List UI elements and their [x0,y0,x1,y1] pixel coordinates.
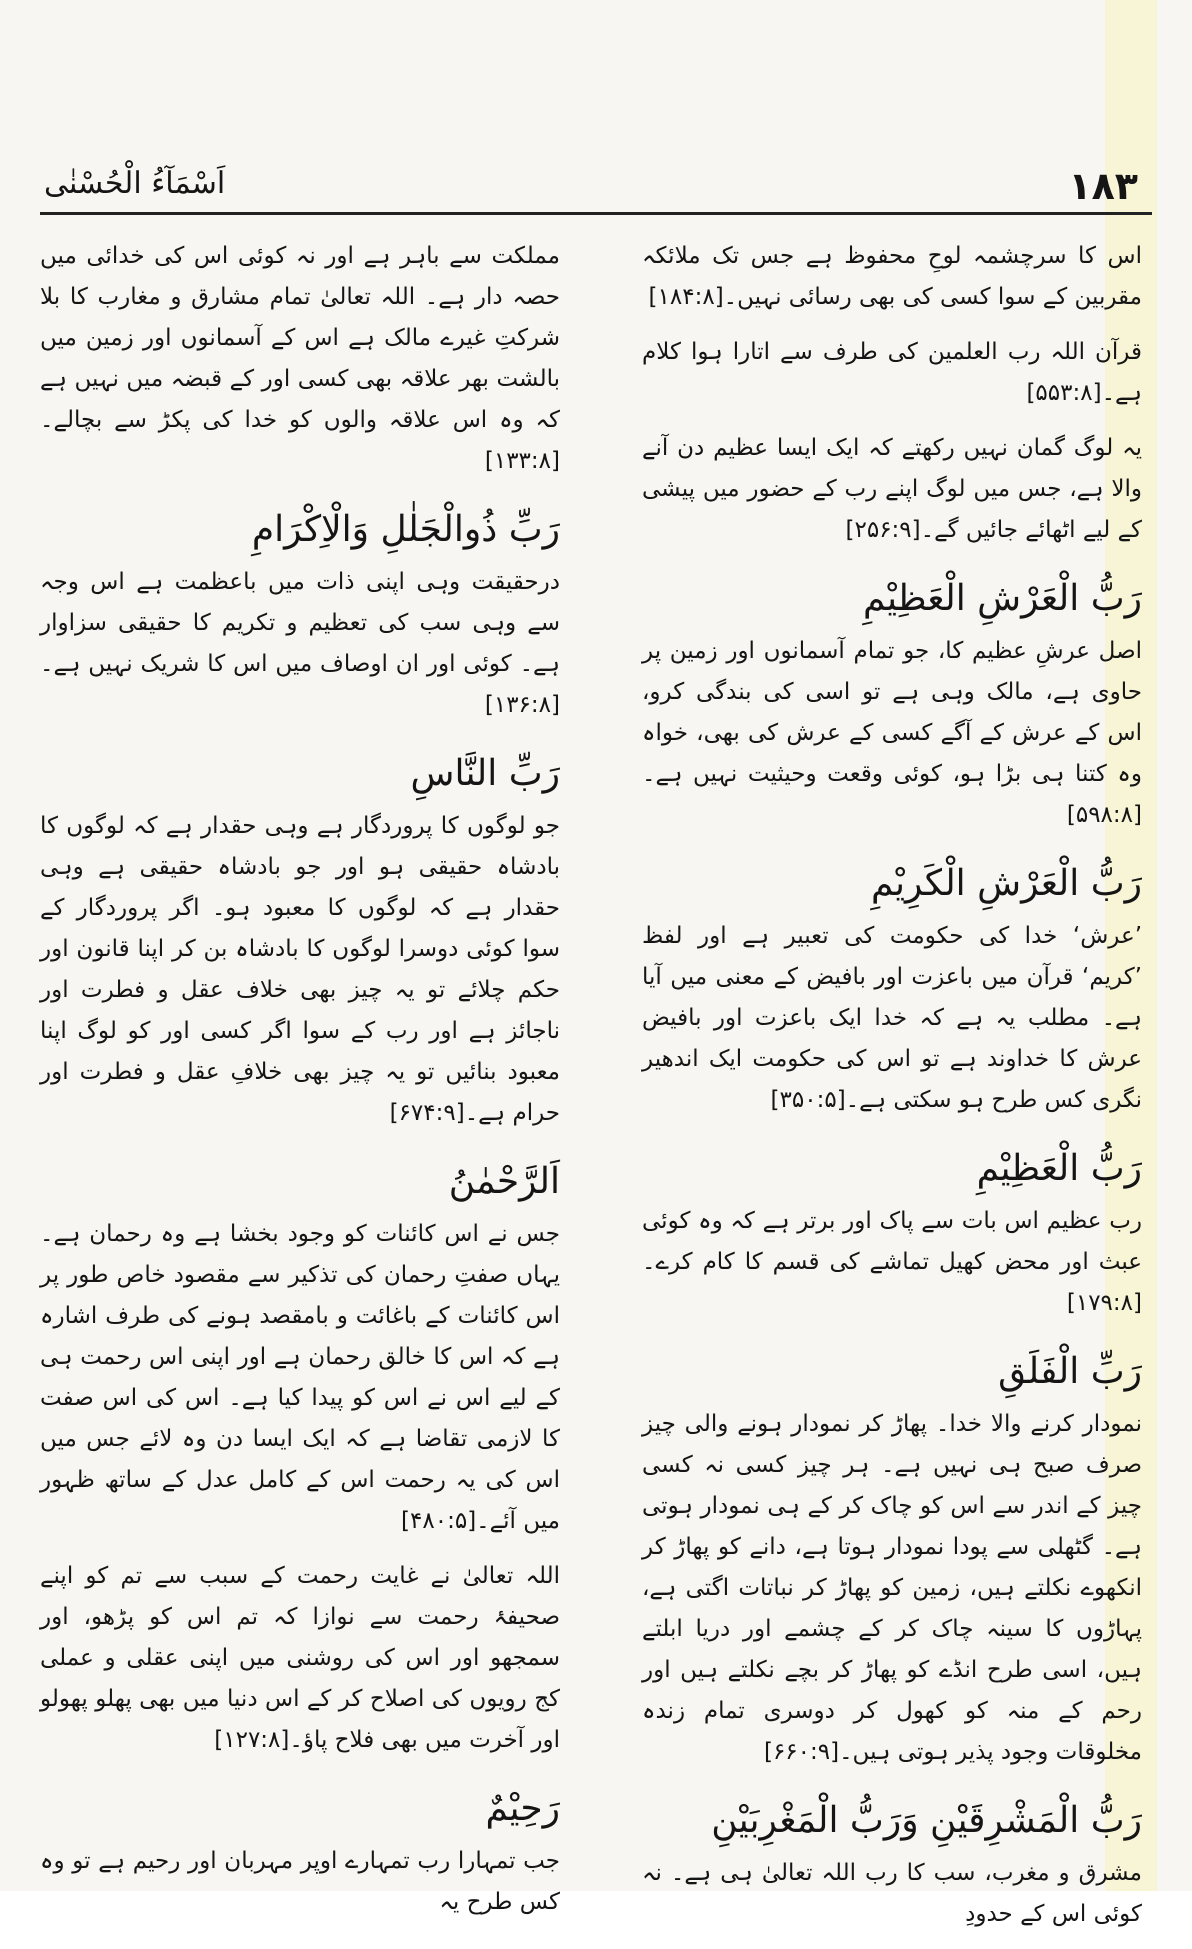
paragraph: جو لوگوں کا پروردگار ہے وہی حقدار ہے کہ لوگوں کا بادشاہ حقیقی ہو اور جو بادشاہ حقیقی ہے وہی حقدار ہے کہ لوگوں کا معبود ہو۔ اگر پروردگار کے سوا کوئی دوسرا لوگوں کا بادشاہ بن کر اپنا قانون اور حکم چلائے تو یہ چیز بھی خلاف عقل و فطرت اور ناجائز ہے اور رب کے سوا اگر کسی اور کو لوگ اپنا معبود بنائیں تو یہ چیز بھی خلافِ عقل و فطرت اور حرام ہے۔[۶۷۴:۹] [40,813,560,1126]
paragraph: اصل عرشِ عظیم کا، جو تمام آسمانوں اور زمین پر حاوی ہے، مالک وہی ہے تو اسی کی بندگی کرو، اس کے عرش کے آگے کسی کے عرش کی بھی، خواہ وہ کتنا ہی بڑا ہو، کوئی وقعت وحیثیت نہیں ہے۔[۵۹۸:۸] [642,638,1142,828]
paragraph: مملکت سے باہر ہے اور نہ کوئی اس کی خدائی میں حصہ دار ہے۔ اللہ تعالیٰ تمام مشارق و مغارب کا بلا شرکتِ غیرے مالک ہے اس کے آسمانوں اور زمین میں بالشت بھر علاقہ بھی کسی اور کے قبضہ میں نہیں ہے کہ وہ اس علاقہ والوں کو خدا کی پکڑ سے بچالے۔[۱۳۳:۸] [40,243,560,474]
section-heading: رَبُّ الْعَرْشِ الْعَظِيْمِ [863,578,1142,619]
header-rule [40,212,1152,215]
paragraph: جس نے اس کائنات کو وجود بخشا ہے وہ رحمان ہے۔ یہاں صفتِ رحمان کی تذکیر سے مقصود خاص طور پر اس کائنات کے باغائت و بامقصد ہونے کی طرف اشارہ ہے کہ اس کا خالق رحمان ہے اور اپنی اس رحمت ہی کے لیے اس نے اس کو پیدا کیا ہے۔ اس کی اس صفت کا لازمی تقاضا ہے کہ ایک ایسا دن وہ لائے جس میں اس کی یہ رحمت اس کے کامل عدل کے ساتھ ظہور میں آئے۔[۴۸۰:۵] [40,1221,560,1534]
paragraph: نمودار کرنے والا خدا۔ پھاڑ کر نمودار ہونے والی چیز صرف صبح ہی نہیں ہے۔ ہر چیز کسی نہ کسی چیز کے اندر سے اس کو چاک کر کے ہی نمودار ہوتی ہے۔ گٹھلی سے پودا نمودار ہوتا ہے، دانے کو پھاڑ کر انکھوے نکلتے ہیں، زمین کو پھاڑ کر نباتات اگتی ہے، پہاڑوں کا سینہ چاک کر کے چشمے اور دریا ابلتے ہیں، اسی طرح انڈے کو پھاڑ کر بچے نکلتے ہیں اور رحم کے منہ کو کھول کر دوسری تمام زندہ مخلوقات وجود پذیر ہوتی ہیں۔[۶۶۰:۹] [642,1411,1142,1765]
paragraph: اللہ تعالیٰ نے غایت رحمت کے سبب سے تم کو اپنے صحیفۂ رحمت سے نوازا کہ تم اس کو پڑھو، اور سمجھو اور اس کی روشنی میں اپنی عقلی و عملی کج رویوں کی اصلاح کر کے اس دنیا میں بھی پھلو پھولو اور آخرت میں بھی فلاح پاؤ۔[۱۲۷:۸] [40,1563,560,1753]
section-heading: رَبِّ ذُوالْجَلٰلِ وَالْاِكْرَامِ [251,509,560,550]
paragraph: قرآن اللہ رب العلمین کی طرف سے اتارا ہوا کلام ہے۔[۵۵۳:۸] [642,339,1142,406]
section-heading: اَلرَّحْمٰنُ [448,1161,560,1202]
paragraph: مشرق و مغرب، سب کا رب اللہ تعالیٰ ہی ہے۔ نہ کوئی اس کے حدودِ [642,1860,1142,1927]
section-heading: رَبِّ الْفَلَقِ [998,1351,1142,1392]
section-heading: رَبِّ النَّاسِ [410,753,560,794]
section-heading: رَحِيْمٌ [485,1788,560,1829]
paragraph: اس کا سرچشمہ لوحِ محفوظ ہے جس تک ملائکہ مقربین کے سوا کسی کی بھی رسائی نہیں۔[۱۸۴:۸] [642,243,1142,310]
running-title: اَسْمَآءُ الْحُسْنٰی [44,166,226,201]
paragraph: یہ لوگ گمان نہیں رکھتے کہ ایک ایسا عظیم دن آنے والا ہے، جس میں لوگ اپنے رب کے حضور میں پیشی کے لیے اٹھائے جائیں گے۔[۲۵۶:۹] [642,435,1142,543]
section-heading: رَبُّ الْعَرْشِ الْكَرِيْمِ [870,863,1142,904]
paragraph: ’عرش‘ خدا کی حکومت کی تعبیر ہے اور لفظ ’کریم‘ قرآن میں باعزت اور بافیض کے معنی میں آیا ہے۔ مطلب یہ ہے کہ خدا ایک باعزت اور بافیض عرش کا خداوند ہے تو اس کی حکومت ایک اندھیر نگری کس طرح ہو سکتی ہے۔[۳۵۰:۵] [642,923,1142,1113]
section-heading: رَبُّ الْمَشْرِقَيْنِ وَرَبُّ الْمَغْرِبَيْنِ [711,1800,1142,1841]
page-header [40,160,1152,216]
left-column [40,236,560,1937]
page-number: ۱۸۳ [1068,164,1138,208]
right-column [642,236,1142,1949]
paragraph: جب تمہارا رب تمہارے اوپر مہربان اور رحیم ہے تو وہ کس طرح یہ [40,1848,560,1915]
paragraph: درحقیقت وہی اپنی ذات میں باعظمت ہے اس وجہ سے وہی سب کی تعظیم و تکریم کا حقیقی سزاوار ہے۔ کوئی اور ان اوصاف میں اس کا شریک نہیں ہے۔[۱۳۶:۸] [40,569,560,718]
paragraph: رب عظیم اس بات سے پاک اور برتر ہے کہ وہ کوئی عبث اور محض کھیل تماشے کی قسم کا کام کرے۔[۱۷۹:۸] [642,1208,1142,1316]
section-heading: رَبُّ الْعَظِيْمِ [976,1148,1142,1189]
